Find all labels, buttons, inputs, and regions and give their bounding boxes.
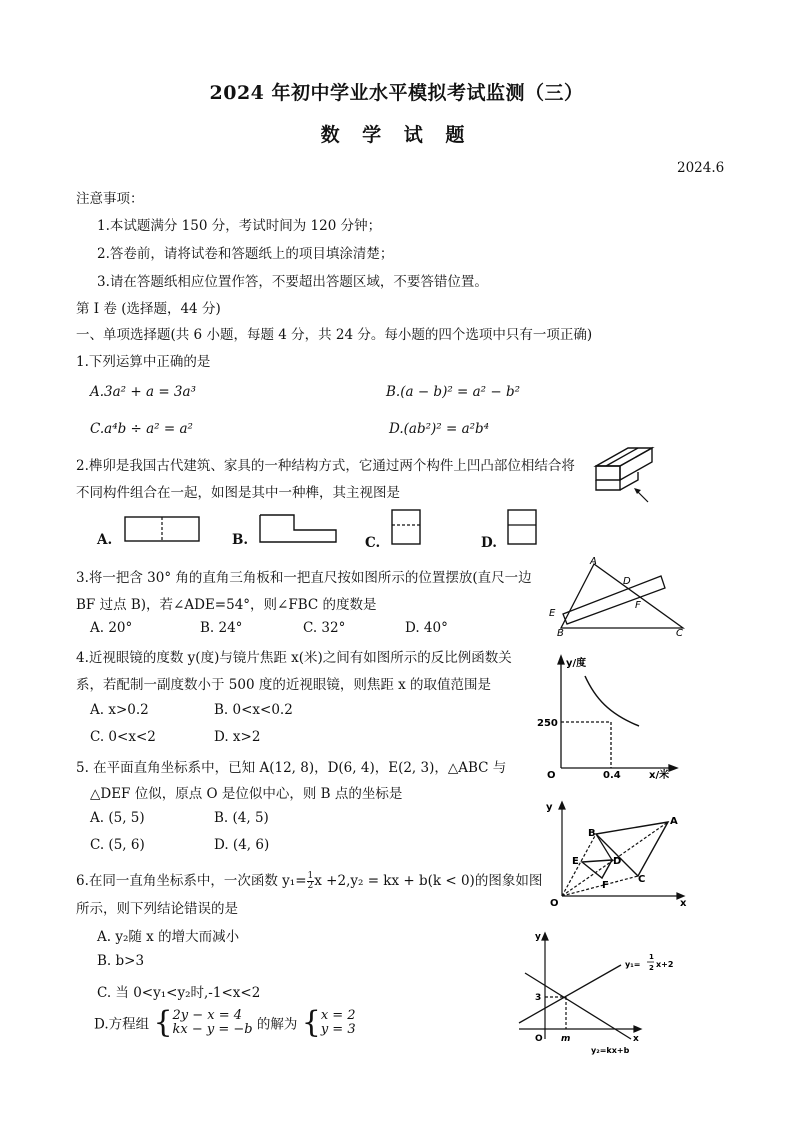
q3-triangle-ruler-figure: [545, 556, 695, 638]
q4-stem-line2: 系，若配制一副度数小于 500 度的近视眼镜，则焦距 x 的取值范围是: [76, 677, 492, 693]
q6-option-a: A. y₂随 x 的增大而减小: [97, 929, 240, 945]
equation: kx − y = −b: [172, 1021, 253, 1037]
q4-stem-line1: 4.近视眼镜的度数 y(度)与镜片焦距 x(米)之间有如图所示的反比例函数关: [76, 650, 512, 666]
q5-option-b: B. (4, 5): [214, 810, 269, 826]
section-heading: 一、单项选择题(共 6 小题，每题 4 分，共 24 分。每小题的四个选项中只有一项正确): [76, 327, 593, 343]
q5-point-label: D: [613, 856, 622, 867]
q3-label: D: [623, 576, 631, 587]
q2-option-b: B.: [232, 532, 249, 548]
q4-option-b: B. 0<x<0.2: [214, 702, 293, 718]
q5-stem-line1: 5. 在平面直角坐标系中，已知 A(12, 8)，D(6, 4)，E(2, 3)，△ABC 与: [76, 760, 507, 776]
q2-option-b-figure: [258, 512, 338, 546]
q6-stem-line2: 所示，则下列结论错误的是: [76, 901, 238, 917]
q2-option-c: C.: [365, 535, 381, 551]
q2-option-d: D.: [481, 535, 497, 551]
notes-heading: 注意事项：: [76, 191, 144, 207]
q3-option-d: D. 40°: [405, 620, 448, 636]
q6-option-b: B. b>3: [97, 953, 145, 969]
q5-similar-triangles-figure: [540, 796, 690, 908]
subject-title: 数 学 试 题: [320, 124, 473, 146]
q6-option-d: [94, 1005, 356, 1040]
q6-y1-label: x+2: [656, 960, 674, 969]
equation: y = 3: [320, 1021, 356, 1037]
q3-label: F: [635, 600, 641, 611]
q5-option-a: A. (5, 5): [90, 810, 145, 826]
q6-y1-label: 2: [649, 964, 654, 972]
q5-triangle-def: [582, 860, 612, 878]
q5-y-axis-label: y: [546, 802, 553, 813]
q6-tick-label: m: [561, 1034, 571, 1044]
q3-stem-line2: BF 过点 B)，若∠ADE=54°，则∠FBC 的度数是: [76, 597, 377, 613]
q6-origin-label: O: [535, 1034, 543, 1044]
q6-y1-label: 1: [649, 953, 654, 961]
equation: x = 2: [320, 1007, 356, 1023]
note-item: 1.本试题满分 150 分，考试时间为 120 分钟；: [97, 218, 382, 234]
q4-option-c: C. 0<x<2: [90, 729, 156, 745]
q3-label: B: [557, 628, 564, 638]
q3-triangle: [561, 564, 683, 628]
q3-ruler: [563, 576, 665, 624]
note-item: 2.答卷前，请将试卷和答题纸上的项目填涂清楚；: [97, 246, 394, 262]
q6-equation-system: [173, 1009, 253, 1037]
q6-option-c: C. 当 0<y₁<y₂时,-1<x<2: [97, 985, 261, 1001]
q4-x-axis-label: x/米: [649, 770, 670, 781]
q6-stem-text: 6.在同一直角坐标系中，一次函数 y₁=: [76, 873, 307, 889]
q6-tick-label: 3: [535, 993, 542, 1003]
exam-title: 2024 年初中学业水平模拟考试监测（三）: [209, 82, 584, 104]
q6-y2-label: y₂=kx+b: [591, 1046, 630, 1055]
equation: 2y − x = 4: [172, 1007, 243, 1023]
brace-symbol: {: [301, 1005, 321, 1040]
brace-symbol: {: [153, 1005, 173, 1040]
q2-option-d-figure: [506, 508, 540, 548]
q4-y-axis-label: y/度: [566, 658, 587, 669]
q5-origin-label: O: [550, 898, 559, 908]
q1-option-c: C.a⁴b ÷ a² = a²: [90, 421, 193, 437]
q4-tick-label: 250: [537, 718, 558, 729]
fraction-denominator: 2: [307, 881, 314, 891]
q6-stem-line1: [76, 869, 542, 891]
q4-option-a: A. x>0.2: [90, 702, 149, 718]
q5-point-label: F: [602, 880, 609, 891]
q6-linear-functions-graph: [515, 927, 690, 1063]
q5-point-label: E: [572, 856, 579, 867]
exam-date: 2024.6: [677, 160, 725, 176]
q6-y-axis-label: y: [535, 932, 541, 942]
q2-option-a-figure: [123, 515, 203, 545]
q2-stem-line2: 不同构件组合在一起，如图是其中一种榫，其主视图是: [76, 485, 400, 501]
q4-tick-label: 0.4: [603, 770, 621, 781]
q3-label: E: [549, 608, 556, 619]
q4-curve: [585, 676, 639, 726]
q5-point-label: B: [588, 828, 596, 839]
q4-origin-label: O: [547, 770, 556, 781]
q4-option-d: D. x>2: [214, 729, 261, 745]
q5-point-label: A: [670, 816, 678, 827]
q2-option-c-figure: [390, 508, 424, 548]
q4-inverse-function-graph: [533, 650, 683, 782]
q1-option-d: D.(ab²)² = a²b⁴: [389, 421, 490, 437]
fraction-numerator: 1: [307, 871, 314, 881]
q1-option-b: B.(a − b)² = a² − b²: [386, 384, 521, 400]
q5-point-label: C: [638, 874, 646, 885]
q6-option-d-label: D.方程组: [94, 1016, 150, 1033]
q5-option-c: C. (5, 6): [90, 837, 145, 853]
q6-solution-system: [321, 1009, 356, 1037]
q3-option-b: B. 24°: [200, 620, 243, 636]
q2-option-a: A.: [97, 532, 113, 548]
q3-option-c: C. 32°: [303, 620, 346, 636]
q6-y1-label: y₁=: [625, 960, 641, 969]
q1-stem: 1.下列运算中正确的是: [76, 354, 211, 370]
q1-option-a: A.3a² + a = 3a³: [90, 384, 196, 400]
q2-tenon-figure: [590, 440, 670, 510]
q6-x-axis-label: x: [633, 1034, 639, 1044]
part-heading: 第 I 卷 (选择题，44 分): [76, 301, 221, 317]
q3-label: A: [590, 556, 597, 567]
q6-stem-text: x +2,y₂ = kx + b(k < 0)的图象如图: [314, 873, 543, 889]
q3-option-a: A. 20°: [90, 620, 133, 636]
q3-stem-line1: 3.将一把含 30° 角的直角三角板和一把直尺按如图所示的位置摆放(直尺一边: [76, 570, 532, 586]
q5-stem-line2: △DEF 位似，原点 O 是位似中心，则 B 点的坐标是: [90, 786, 403, 802]
q5-option-d: D. (4, 6): [214, 837, 270, 853]
q2-stem-line1: 2.榫卯是我国古代建筑、家具的一种结构方式，它通过两个构件上凹凸部位相结合将: [76, 458, 575, 474]
q3-label: C: [676, 628, 683, 638]
q6-option-d-text: 的解为: [256, 1016, 298, 1033]
q5-x-axis-label: x: [680, 898, 687, 908]
note-item: 3.请在答题纸相应位置作答，不要超出答题区域，不要答错位置。: [97, 274, 488, 290]
